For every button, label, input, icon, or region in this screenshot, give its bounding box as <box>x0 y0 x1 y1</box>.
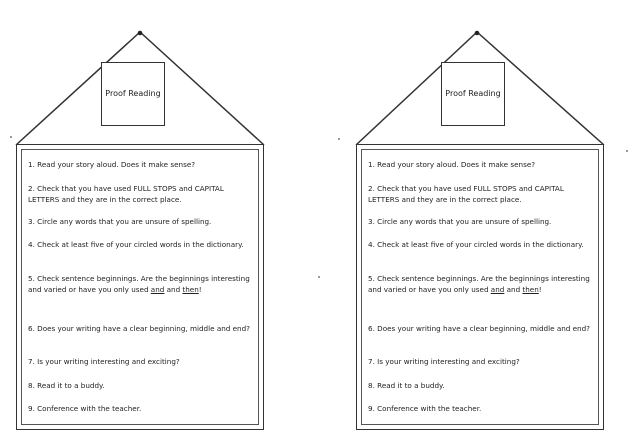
scan-speck <box>318 276 320 278</box>
step-1-right: 1. Read your story aloud. Does it make sense? <box>368 160 536 169</box>
step-8-left: 8. Read it to a buddy. <box>28 381 105 390</box>
house-left <box>16 144 264 430</box>
step-5-right: 5. Check sentence beginnings. Are the beginnings interesting and varied or have you only used and and then! <box>368 274 590 294</box>
step-4-right: 4. Check at least five of your circled words in the dictionary. <box>368 240 584 249</box>
scan-speck <box>10 136 12 138</box>
title-left: Proof Reading <box>105 89 161 98</box>
step-2-right: 2. Check that you have used FULL STOPS and CAPITAL LETTERS and they are in the correct place. <box>368 184 564 204</box>
house-right-inner-border <box>361 149 599 425</box>
scan-speck <box>338 138 340 140</box>
step-3-left: 3. Circle any words that you are unsure of spelling. <box>28 217 212 226</box>
step-5-left: 5. Check sentence beginnings. Are the beginnings interesting and varied or have you only used and and then! <box>28 274 250 294</box>
step-2-left: 2. Check that you have used FULL STOPS and CAPITAL LETTERS and they are in the correct place. <box>28 184 224 204</box>
title-box-right <box>441 62 505 126</box>
house-right <box>356 144 604 430</box>
title-box-left <box>101 62 165 126</box>
step-7-right: 7. Is your writing interesting and exciting? <box>368 357 520 366</box>
step-7-left: 7. Is your writing interesting and exciting? <box>28 357 180 366</box>
step-1-left: 1. Read your story aloud. Does it make sense? <box>28 160 196 169</box>
roof-peak-dot-left <box>138 31 143 36</box>
house-left-inner-border <box>21 149 259 425</box>
step-9-left: 9. Conference with the teacher. <box>28 404 142 413</box>
step-9-right: 9. Conference with the teacher. <box>368 404 482 413</box>
step-4-left: 4. Check at least five of your circled words in the dictionary. <box>28 240 244 249</box>
step-3-right: 3. Circle any words that you are unsure of spelling. <box>368 217 552 226</box>
roof-peak-dot-right <box>475 31 480 36</box>
step-6-left: 6. Does your writing have a clear beginning, middle and end? <box>28 324 250 333</box>
step-8-right: 8. Read it to a buddy. <box>368 381 445 390</box>
title-right: Proof Reading <box>445 89 501 98</box>
step-6-right: 6. Does your writing have a clear beginning, middle and end? <box>368 324 590 333</box>
